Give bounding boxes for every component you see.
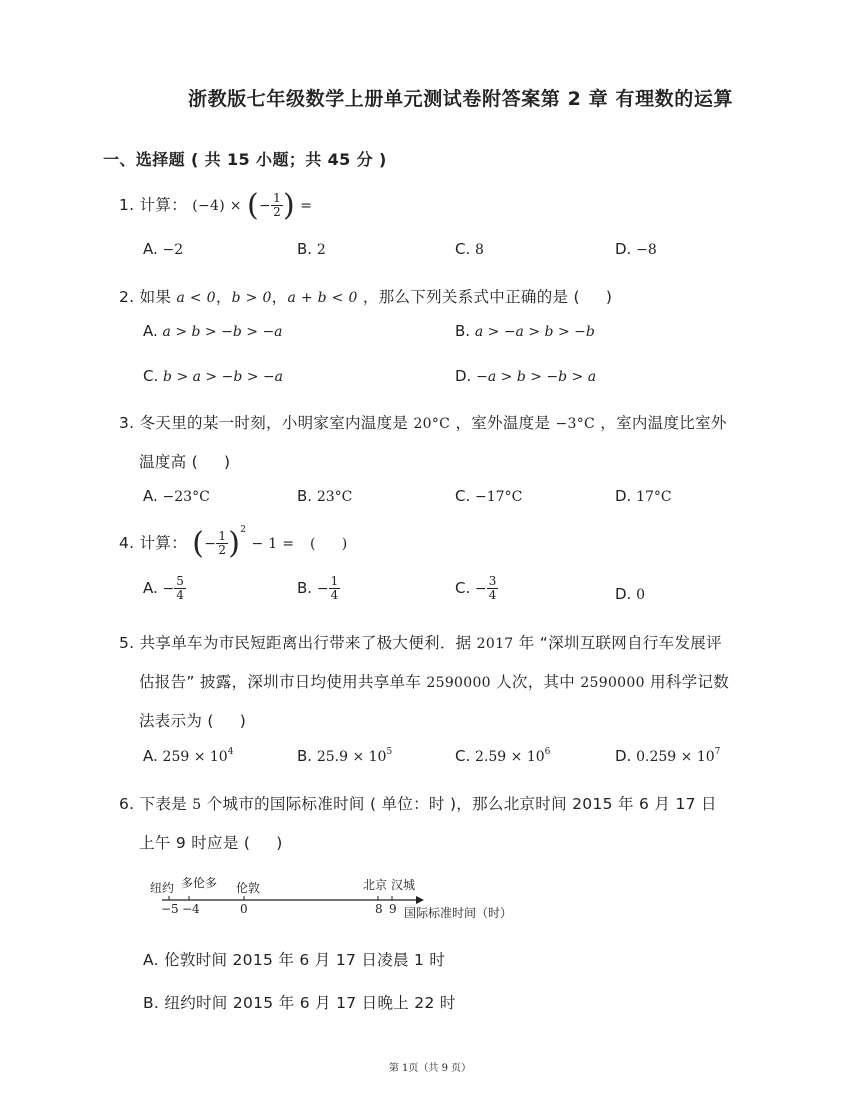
option-letter: B. [297, 240, 313, 258]
option-b[interactable] [455, 322, 595, 340]
close-paren: ) [276, 834, 283, 852]
question-text: 计算： [139, 196, 188, 214]
city-label-seoul: 汉城 [391, 878, 416, 892]
question-text: 人次，其中 [496, 673, 576, 691]
option-letter: B. [455, 322, 471, 340]
year-value: 2017 [476, 636, 514, 652]
option-value: 2 [316, 242, 326, 258]
option-letter: D. [615, 487, 632, 505]
question-text: ，室外温度是 [455, 414, 551, 432]
option-value: 23°C [316, 489, 353, 505]
option-value: 259 × 10 [162, 749, 228, 765]
axis-arrow [416, 896, 424, 904]
option-value: b > a > −b > −a [163, 369, 284, 385]
question-3 [119, 411, 727, 433]
option-letter: D. [615, 585, 632, 603]
fraction-denominator: 2 [273, 205, 282, 219]
option-c[interactable] [455, 487, 522, 505]
question-number: 2. [119, 288, 135, 306]
question-text: 上午 9 时应是 ( [139, 834, 251, 852]
axis-label: 国际标准时间（时） [404, 906, 513, 920]
option-letter: A. [143, 487, 158, 505]
question-text: 下表是 [139, 795, 188, 813]
question-3-line-2 [139, 450, 230, 472]
option-letter: B. [297, 579, 313, 597]
option-b[interactable] [297, 575, 340, 602]
question-1 [119, 188, 312, 223]
page-title: 浙教版七年级数学上册单元测试卷附答案第 2 章 有理数的运算 [188, 88, 734, 110]
fraction-numerator: 1 [273, 191, 282, 205]
option-value: a > b > −b > −a [162, 324, 283, 340]
option-value: 0.259 × 10 [636, 749, 715, 765]
indoor-temperature: 20°C [413, 416, 451, 432]
exponent: 4 [227, 747, 234, 757]
option-d[interactable] [615, 585, 645, 603]
question-text: 估报告” 披露，深圳市日均使用共享单车 [139, 673, 422, 691]
question-text: 如果 [139, 288, 172, 306]
time-zone-number-line [140, 872, 540, 922]
question-text: 温度高 ( [139, 453, 198, 471]
exponent: 7 [714, 747, 721, 757]
option-a[interactable] [143, 240, 183, 258]
number-value: 2590000 [426, 675, 491, 691]
exponent: 5 [386, 747, 393, 757]
option-value: −8 [636, 242, 657, 258]
city-label-beijing: 北京 [363, 878, 388, 892]
city-label-toronto: 多伦多 [181, 876, 218, 890]
option-d[interactable] [455, 367, 596, 385]
option-a[interactable]: A. 伦敦时间 2015 年 6 月 17 日凌晨 1 时 [143, 951, 446, 969]
number-value: 2590000 [580, 675, 645, 691]
page-footer: 第 1页（共 9 页） [388, 1063, 472, 1074]
option-a[interactable] [143, 322, 283, 340]
option-value: 2.59 × 10 [475, 749, 545, 765]
tick-label: 8 [375, 902, 383, 916]
question-text: ，那么下列关系式中正确的是 ( [362, 288, 580, 306]
question-number: 6. [119, 795, 135, 813]
question-6 [119, 792, 717, 814]
question-4 [119, 525, 348, 561]
city-label-new-york: 纽约 [150, 881, 175, 895]
option-c[interactable] [455, 575, 498, 602]
option-letter: C. [455, 579, 471, 597]
option-b[interactable] [297, 487, 352, 505]
question-number: 5. [119, 634, 135, 652]
minus-sign: − [162, 581, 175, 597]
tick-label: −4 [182, 902, 200, 916]
right-paren: ) [228, 526, 241, 561]
question-text: 用科学记数 [650, 673, 730, 691]
option-a[interactable] [143, 747, 233, 765]
condition-2: b > 0 [231, 290, 272, 306]
option-letter: A. [143, 747, 158, 765]
separator: ， [271, 288, 288, 306]
left-paren: ( [192, 526, 205, 561]
option-b[interactable] [297, 747, 392, 765]
fraction-numerator: 3 [488, 574, 497, 588]
tick-label: −5 [161, 902, 179, 916]
option-value: 0 [636, 587, 646, 603]
option-letter: C. [455, 240, 471, 258]
math-expression: (−4) × [192, 198, 242, 214]
fraction [487, 575, 499, 602]
option-value: −23°C [162, 489, 210, 505]
exponent: 2 [240, 525, 247, 535]
option-letter: C. [455, 747, 471, 765]
option-letter: D. [455, 367, 472, 385]
fraction [216, 530, 228, 557]
close-paren: ) [223, 453, 231, 471]
option-b[interactable] [297, 240, 326, 258]
outdoor-temperature: −3°C [555, 416, 596, 432]
option-b[interactable]: B. 纽约时间 2015 年 6 月 17 日晚上 22 时 [143, 994, 456, 1012]
question-5-line-2 [139, 670, 729, 692]
fraction [271, 192, 283, 219]
option-letter: B. [297, 747, 313, 765]
tick-label: 9 [389, 902, 397, 916]
option-letter: B. [297, 487, 313, 505]
right-paren: ) [283, 188, 296, 223]
option-value: −17°C [475, 489, 523, 505]
option-a[interactable] [143, 575, 186, 602]
close-paren: ) [605, 288, 613, 306]
fraction-numerator: 5 [176, 574, 184, 588]
fraction-denominator: 4 [330, 588, 339, 602]
option-letter: A. [143, 322, 158, 340]
exponent: 6 [544, 747, 551, 757]
option-value: 17°C [636, 489, 672, 505]
minus-sign: − [259, 198, 272, 214]
option-letter: D. [615, 747, 632, 765]
option-c[interactable] [455, 240, 484, 258]
question-text: 冬天里的某一时刻，小明家室内温度是 [139, 414, 409, 432]
option-value: 8 [475, 242, 484, 258]
condition-3: a + b < 0 [287, 290, 358, 306]
separator: ， [215, 288, 232, 306]
fraction-denominator: 2 [218, 543, 227, 557]
question-5-line-3 [139, 709, 246, 731]
left-paren: ( [247, 188, 260, 223]
fraction-numerator: 1 [218, 529, 227, 543]
question-text: 计算： [139, 534, 188, 552]
city-label-london: 伦敦 [236, 881, 261, 895]
minus-sign: − [316, 581, 329, 597]
option-letter: A. [143, 240, 158, 258]
fraction [329, 575, 341, 602]
question-text: ，室内温度比室外 [600, 414, 727, 432]
option-letter: C. [143, 367, 159, 385]
open-paren: ( [310, 536, 316, 552]
number-value: 5 [192, 797, 202, 813]
option-letter: D. [615, 240, 632, 258]
question-text: 个城市的国际标准时间 ( 单位：时 )，那么北京时间 2015 年 6 月 17 日 [206, 795, 717, 813]
option-a[interactable] [143, 487, 210, 505]
close-paren: ) [239, 712, 247, 730]
option-letter: A. [143, 579, 158, 597]
option-value: a > −a > b > −b [474, 324, 595, 340]
option-value: −2 [162, 242, 184, 258]
fraction-denominator: 4 [488, 588, 497, 602]
option-c[interactable] [143, 367, 283, 385]
question-number: 3. [119, 414, 135, 432]
math-expression: − 1 = [251, 536, 295, 552]
option-d[interactable] [615, 240, 657, 258]
question-text: 法表示为 ( [139, 712, 214, 730]
tick-label: 0 [240, 902, 248, 916]
question-2 [119, 285, 612, 307]
minus-sign: − [475, 581, 487, 597]
question-text: 年 “深圳互联网自行车发展评 [518, 634, 722, 652]
fraction [174, 575, 186, 602]
question-number: 4. [119, 534, 135, 552]
close-paren: ) [341, 536, 348, 552]
fraction-numerator: 1 [330, 574, 339, 588]
option-d[interactable] [615, 747, 720, 765]
equals-sign: = [300, 198, 313, 214]
fraction-denominator: 4 [176, 588, 184, 602]
condition-1: a < 0 [176, 290, 216, 306]
option-value: 25.9 × 10 [316, 749, 387, 765]
option-letter: C. [455, 487, 471, 505]
section-heading: 一、选择题 ( 共 15 小题；共 45 分 ) [103, 150, 387, 169]
question-6-line-2 [139, 831, 283, 853]
option-d[interactable] [615, 487, 672, 505]
option-c[interactable] [455, 747, 550, 765]
question-text: 共享单车为市民短距离出行带来了极大便利．据 [139, 634, 472, 652]
question-number: 1. [119, 196, 135, 214]
option-value: −a > b > −b > a [476, 369, 597, 385]
minus-sign: − [204, 536, 217, 552]
question-5 [119, 631, 722, 653]
